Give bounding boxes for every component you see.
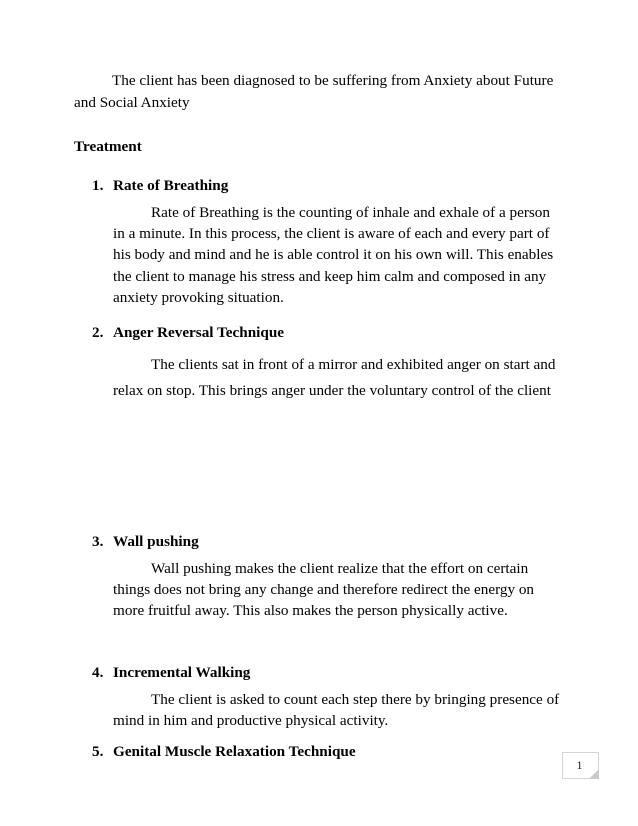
spacer	[74, 308, 566, 322]
list-item-body: Rate of Breathing is the counting of inhale and exhale of a person in a minute. In this process, the client is aware of each and every part of his body and mind and he is able control it on his own will. This enables the client to manage his stress and keep him calm and composed in any anxiety provoking situation.	[113, 204, 554, 306]
list-item	[74, 175, 566, 308]
list-item-body: The client is asked to count each step there by bringing presence of mind in him and productive physical activity.	[113, 690, 560, 729]
list-item	[74, 531, 566, 622]
list-item-title: Rate of Breathing	[113, 177, 229, 194]
list-item	[74, 662, 566, 731]
page-fold-icon	[589, 769, 599, 779]
list-item-title: Anger Reversal Technique	[113, 324, 285, 342]
list-item	[74, 741, 566, 763]
page-number-badge	[562, 752, 599, 779]
list-item-number: 3.	[92, 533, 104, 551]
treatment-list	[74, 175, 566, 763]
document-content	[74, 70, 566, 763]
list-item-body: Wall pushing makes the client realize that the effort on certain things does not bring any change and therefore redirect the energy on more fruitful away. This also makes the person physically active.	[113, 560, 535, 620]
list-item-number: 2.	[92, 324, 104, 342]
list-item-title: Incremental Walking	[113, 663, 251, 681]
treatment-heading: Treatment	[74, 138, 142, 155]
list-item-number: 4.	[92, 663, 104, 681]
page-number-label: 1	[576, 758, 583, 772]
list-item-number: 5.	[92, 743, 104, 761]
list-item-title: Wall pushing	[113, 533, 199, 551]
spacer	[74, 731, 566, 741]
intro-paragraph: The client has been diagnosed to be suffering from Anxiety about Future and Social Anxiety	[74, 72, 554, 111]
list-item-number: 1.	[92, 177, 104, 194]
spacer	[74, 622, 566, 662]
spacer	[74, 403, 566, 531]
list-item-title: Genital Muscle Relaxation Technique	[113, 743, 356, 761]
list-item	[74, 322, 566, 403]
list-item-body: The clients sat in front of a mirror and exhibited anger on start and relax on stop. This brings anger under the voluntary control of the client	[113, 356, 556, 399]
